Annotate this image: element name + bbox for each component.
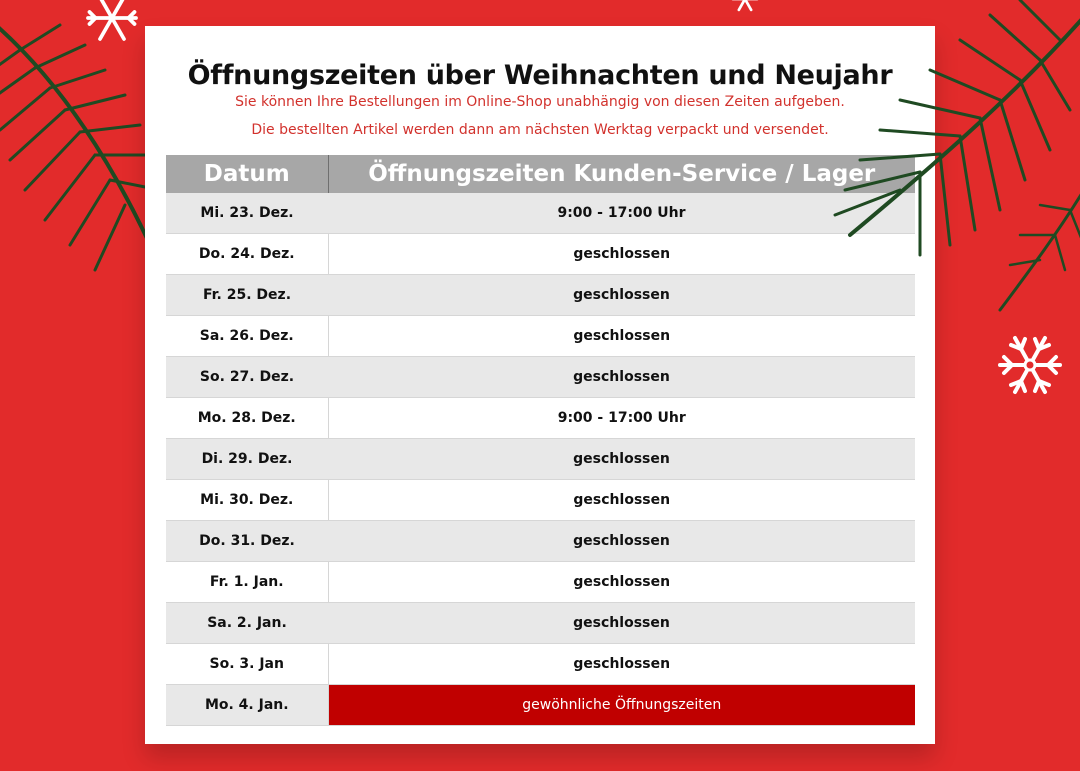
subtitle-line-1: Sie können Ihre Bestellungen im Online-Shop unabhängig von diesen Zeiten aufgeben. (235, 94, 845, 110)
table-row (166, 439, 915, 480)
hours-cell-highlight: gewöhnliche Öffnungszeiten (328, 685, 915, 726)
hours-cell: geschlossen (328, 644, 915, 685)
hours-cell: geschlossen (328, 357, 915, 398)
date-cell: Mi. 23. Dez. (166, 193, 328, 234)
date-cell: Do. 24. Dez. (166, 234, 328, 275)
table-row (166, 234, 915, 275)
hours-cell: 9:00 - 17:00 Uhr (328, 398, 915, 439)
date-cell: Mi. 30. Dez. (166, 480, 328, 521)
table-row (166, 480, 915, 521)
table-row (166, 644, 915, 685)
column-header-date: Datum (166, 155, 328, 193)
date-cell: So. 3. Jan (166, 644, 328, 685)
hours-cell: geschlossen (328, 439, 915, 480)
date-cell: Mo. 4. Jan. (166, 685, 328, 726)
hours-cell: geschlossen (328, 234, 915, 275)
table-row-highlighted (166, 685, 915, 726)
date-cell: Sa. 26. Dez. (166, 316, 328, 357)
table-row (166, 603, 915, 644)
table-row (166, 562, 915, 603)
hours-cell: geschlossen (328, 316, 915, 357)
date-cell: Di. 29. Dez. (166, 439, 328, 480)
column-header-hours: Öffnungszeiten Kunden-Service / Lager (328, 155, 915, 193)
opening-hours-card (145, 26, 935, 744)
snowflake-icon (720, 0, 770, 16)
page-title: Öffnungszeiten über Weihnachten und Neujahr (187, 60, 893, 91)
table-row (166, 398, 915, 439)
hours-cell: geschlossen (328, 521, 915, 562)
table-row (166, 357, 915, 398)
snowflake-icon (995, 328, 1065, 402)
hours-cell: geschlossen (328, 603, 915, 644)
date-cell: Mo. 28. Dez. (166, 398, 328, 439)
hours-cell: geschlossen (328, 275, 915, 316)
date-cell: Fr. 1. Jan. (166, 562, 328, 603)
table-header-row (166, 155, 915, 193)
date-cell: Fr. 25. Dez. (166, 275, 328, 316)
table-row (166, 521, 915, 562)
date-cell: So. 27. Dez. (166, 357, 328, 398)
table-row (166, 275, 915, 316)
date-cell: Sa. 2. Jan. (166, 603, 328, 644)
hours-cell: geschlossen (328, 480, 915, 521)
table-row (166, 193, 915, 234)
snowflake-icon (72, 0, 152, 48)
date-cell: Do. 31. Dez. (166, 521, 328, 562)
table-row (166, 316, 915, 357)
hours-cell: 9:00 - 17:00 Uhr (328, 193, 915, 234)
hours-cell: geschlossen (328, 562, 915, 603)
subtitle-line-2: Die bestellten Artikel werden dann am nächsten Werktag verpackt und versendet. (251, 122, 829, 138)
opening-hours-table (166, 155, 915, 726)
